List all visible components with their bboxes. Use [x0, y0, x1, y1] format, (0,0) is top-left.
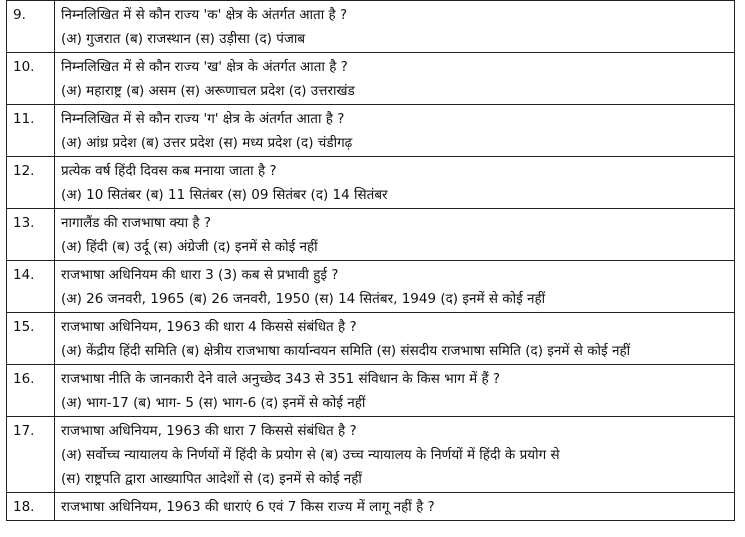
options-text: (अ) केंद्रीय हिंदी समिति (ब) क्षेत्रीय राजभाषा कार्यान्वयन समिति (स) संसदीय राजभाषा समिति (द) इनमें से कोई नहीं	[61, 343, 631, 359]
question-cell	[55, 53, 735, 105]
table-row	[7, 365, 735, 417]
question-text: निम्नलिखित में से कौन राज्य 'ख' क्षेत्र के अंतर्गत आता है ?	[61, 59, 348, 75]
table-row	[7, 417, 735, 493]
options-text: (स) राष्ट्रपति द्वारा आख्यापित आदेशों से (द) इनमें से कोई नहीं	[61, 471, 362, 487]
question-text: राजभाषा अधिनियम, 1963 की धारा 4 किससे संबंधित है ?	[61, 319, 357, 335]
table-row	[7, 493, 735, 521]
options-text: (अ) आंध्र प्रदेश (ब) उत्तर प्रदेश (स) मध्य प्रदेश (द) चंडीगढ़	[61, 135, 353, 151]
options-text: (अ) 26 जनवरी, 1965 (ब) 26 जनवरी, 1950 (स) 14 सितंबर, 1949 (द) इनमें से कोई नहीं	[61, 291, 546, 307]
question-number: 11.	[7, 105, 55, 157]
question-cell	[55, 261, 735, 313]
table-row	[7, 313, 735, 365]
options-text: (अ) सर्वोच्च न्यायालय के निर्णयों में हिंदी के प्रयोग से (ब) उच्च न्यायालय के निर्णयों में हिंदी के प्रयोग से	[61, 447, 560, 463]
question-text: प्रत्येक वर्ष हिंदी दिवस कब मनाया जाता है ?	[61, 163, 277, 179]
question-cell	[55, 1, 735, 53]
table-row	[7, 209, 735, 261]
question-text: राजभाषा अधिनियम, 1963 की धाराएं 6 एवं 7 किस राज्य में लागू नहीं है ?	[61, 499, 435, 515]
options-text: (अ) 10 सितंबर (ब) 11 सितंबर (स) 09 सितंबर (द) 14 सितंबर	[61, 187, 388, 203]
question-cell	[55, 157, 735, 209]
question-text: नागालैंड की राजभाषा क्या है ?	[61, 215, 211, 231]
question-cell	[55, 209, 735, 261]
options-text: (अ) गुजरात (ब) राजस्थान (स) उड़ीसा (द) पंजाब	[61, 31, 306, 47]
question-number: 13.	[7, 209, 55, 261]
question-number: 15.	[7, 313, 55, 365]
question-cell	[55, 365, 735, 417]
table-row	[7, 261, 735, 313]
question-number: 14.	[7, 261, 55, 313]
question-cell	[55, 493, 735, 521]
question-text: निम्नलिखित में से कौन राज्य 'क' क्षेत्र के अंतर्गत आता है ?	[61, 7, 348, 23]
table-row	[7, 1, 735, 53]
table-row	[7, 53, 735, 105]
question-text: राजभाषा अधिनियम, 1963 की धारा 7 किससे संबंधित है ?	[61, 423, 357, 439]
options-text: (अ) भाग-17 (ब) भाग- 5 (स) भाग-6 (द) इनमें से कोई नहीं	[61, 395, 366, 411]
question-text: राजभाषा अधिनियम की धारा 3 (3) कब से प्रभावी हुई ?	[61, 267, 339, 283]
question-number: 12.	[7, 157, 55, 209]
options-text: (अ) हिंदी (ब) उर्दू (स) अंग्रेजी (द) इनमें से कोई नहीं	[61, 239, 318, 255]
question-number: 18.	[7, 493, 55, 521]
question-number: 9.	[7, 1, 55, 53]
question-cell	[55, 417, 735, 493]
question-text: राजभाषा नीति के जानकारी देने वाले अनुच्छेद 343 से 351 संविधान के किस भाग में हैं ?	[61, 371, 501, 387]
question-number: 10.	[7, 53, 55, 105]
question-text: निम्नलिखित में से कौन राज्य 'ग' क्षेत्र के अंतर्गत आता है ?	[61, 111, 345, 127]
table-row	[7, 105, 735, 157]
options-text: (अ) महाराष्ट्र (ब) असम (स) अरूणाचल प्रदेश (द) उत्तराखंड	[61, 83, 355, 99]
question-cell	[55, 105, 735, 157]
question-number: 16.	[7, 365, 55, 417]
question-number: 17.	[7, 417, 55, 493]
table-row	[7, 157, 735, 209]
question-cell	[55, 313, 735, 365]
question-sheet	[6, 0, 735, 521]
questions-table	[6, 0, 735, 521]
